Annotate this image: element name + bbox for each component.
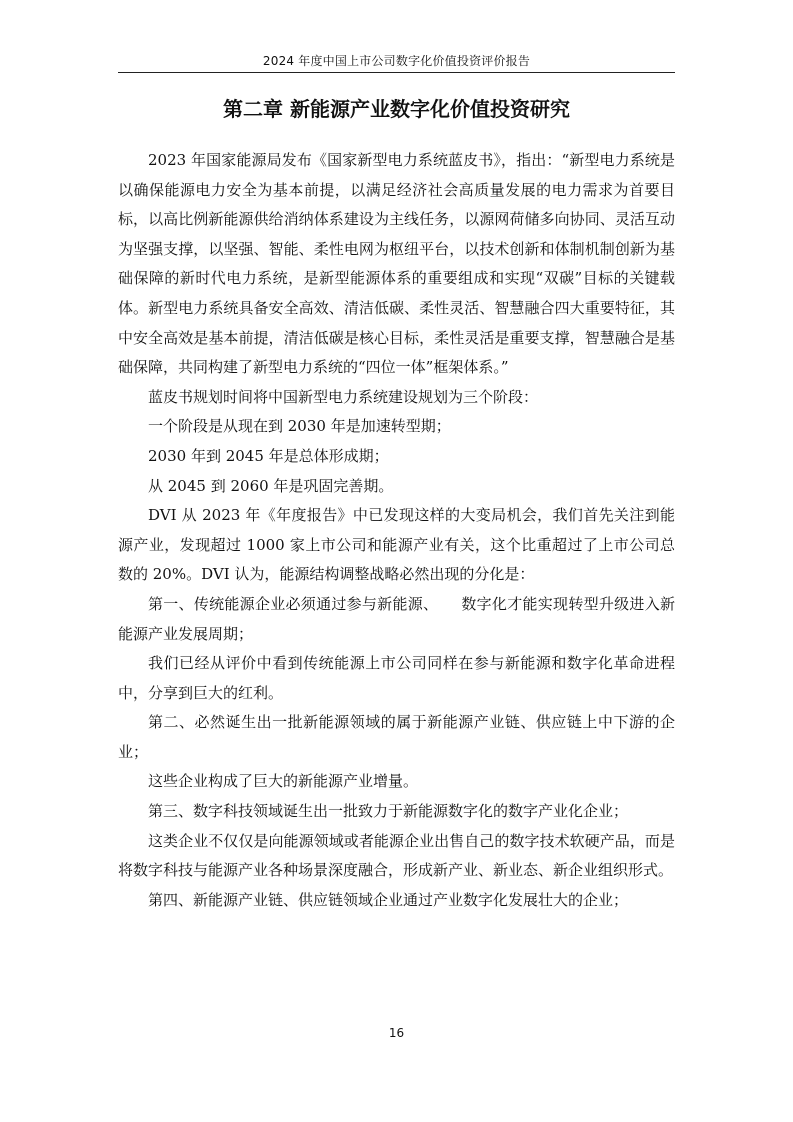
paragraph-stage-one: 一个阶段是从现在到 2030 年是加速转型期； [148,417,451,436]
paragraph-blue-book-intro: 2023 年国家能源局发布《国家新型电力系统蓝皮书》，指出：“新型电力系统是以确保能源电力安全为基本前提，以满足经济社会高质量发展的电力需求为首要目标，以高比例新能源供给消纳体系建设为主线任务，以源网荷储多向协同、灵活互动为坚强支撑，以坚强、智能、柔性电网为枢纽平台，以技术创新和体制机制创新为基础保障的新时代电力系统，是新型能源体系的重要组成和实现“双碳”目标的关键载体。新型电力系统具备安全高效、清洁低碳、柔性灵活、智慧融合四大重要特征，其中安全高效是基本前提，清洁低碳是核心目标，柔性灵活是重要支撑，智慧融合是基础保障，共同构建了新型电力系统的“四位一体”框架体系。” [118,151,675,377]
paragraph-point-four: 第四、新能源产业链、供应链领域企业通过产业数字化发展壮大的企业； [148,890,629,909]
paragraph-point-one: 第一、传统能源企业必须通过参与新能源、 数字化才能实现转型升级进入新能源产业发展周期； [118,594,675,643]
header-divider [118,72,675,73]
chapter-title: 第二章 新能源产业数字化价值投资研究 [223,97,570,121]
paragraph-point-two: 第二、必然诞生出一批新能源领域的属于新能源产业链、供应链上中下游的企业； [118,713,675,761]
body-text [118,146,675,915]
paragraph-three-stages: 蓝皮书规划时间将中国新型电力系统建设规划为三个阶段： [148,387,539,406]
paragraph-point-three-detail: 这类企业不仅仅是向能源领域或者能源企业出售自己的数字技术软硬产品，而是将数字科技与能源产业各种场景深度融合，形成新产业、新业态、新企业组织形式。 [118,831,675,880]
paragraph-point-two-detail: 这些企业构成了巨大的新能源产业增量。 [148,772,419,791]
paragraph-dvi-observation: DVI 从 2023 年《年度报告》中已发现这样的大变局机会，我们首先关注到能源产业，发现超过 1000 家上市公司和能源产业有关，这个比重超过了上市公司总数的 20%。DVI 认为，能源结构调整战略必然出现的分化是： [118,506,675,584]
page-number: 16 [388,1026,405,1040]
paragraph-stage-two: 2030 年到 2045 年是总体形成期； [148,446,389,465]
paragraph-point-three: 第三、数字科技领域诞生出一批致力于新能源数字化的数字产业化企业； [148,802,629,821]
paragraph-stage-three: 从 2045 到 2060 年是巩固完善期。 [148,476,394,495]
running-header: 2024 年度中国上市公司数字化价值投资评价报告 [262,54,531,68]
paragraph-point-one-detail: 我们已经从评价中看到传统能源上市公司同样在参与新能源和数字化革命进程中，分享到巨大的红利。 [118,654,675,702]
